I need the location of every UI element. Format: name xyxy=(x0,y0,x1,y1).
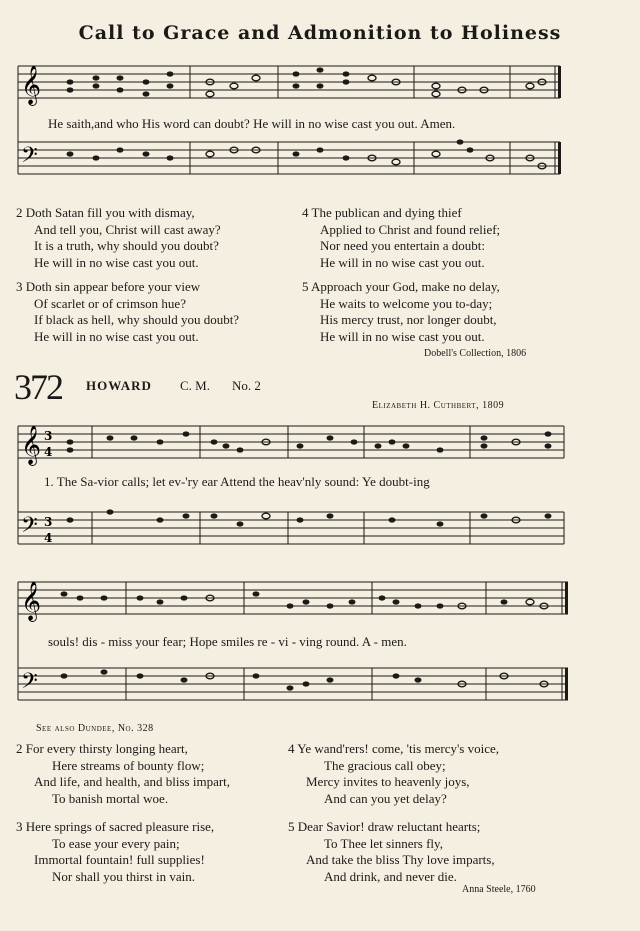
verse-line: To Thee let sinners fly, xyxy=(324,835,443,851)
verse-line: Here springs of sacred pleasure rise, xyxy=(25,819,215,834)
svg-text:3: 3 xyxy=(44,515,53,529)
verse-line: If black as hell, why should you doubt? xyxy=(34,312,240,327)
verse-number: 3 xyxy=(16,819,23,834)
svg-text:𝄢: 𝄢 xyxy=(21,669,38,699)
verse-line: He waits to welcome you to-day; xyxy=(320,295,493,311)
verse-line: Nor shall you thirst in vain. xyxy=(52,868,195,884)
verse-block-2 xyxy=(16,205,221,271)
verse-line: Approach your God, make no delay, xyxy=(311,279,500,294)
verse-line: His mercy trust, nor longer doubt, xyxy=(320,312,497,327)
hymn-lyric-line: 1. The Sa-vior calls; let ev-'ry ear Attend the heav'nly sound: Ye doubt-ing xyxy=(44,474,430,489)
verse-line: It is a truth, why should you doubt? xyxy=(34,238,219,253)
verse-line: He will in no wise cast you out. xyxy=(34,328,199,344)
verse-line: The gracious call obey; xyxy=(324,757,446,773)
verse-line: To ease your every pain; xyxy=(52,835,180,851)
verse-line: For every thirsty longing heart, xyxy=(25,741,188,756)
verse-number: 3 xyxy=(16,279,23,294)
svg-text:𝄞: 𝄞 xyxy=(21,425,42,465)
verse-number: 4 xyxy=(288,741,295,756)
verse-number: 5 xyxy=(302,279,309,294)
verse-line: Nor need you entertain a doubt: xyxy=(320,238,485,253)
svg-text:4: 4 xyxy=(44,445,53,459)
author-credit: Anna Steele, 1760 xyxy=(462,884,536,895)
verse-line: To banish mortal woe. xyxy=(52,790,169,806)
music-staff-system xyxy=(0,416,640,566)
svg-text:𝄞: 𝄞 xyxy=(21,581,42,621)
verse-line: He will in no wise cast you out. xyxy=(320,254,485,270)
verse-block-3 xyxy=(16,279,239,345)
verse-block-4 xyxy=(302,205,500,271)
verse-line: Doth sin appear before your view xyxy=(25,279,201,294)
svg-text:𝄞: 𝄞 xyxy=(21,65,42,105)
hymn-lyric-line: He saith,and who His word can doubt? He will in no wise cast you out. Amen. xyxy=(48,116,456,131)
verse-number: 5 xyxy=(288,819,295,834)
verse-line: Applied to Christ and found relief; xyxy=(320,221,501,237)
source-credit: Dobell's Collection, 1806 xyxy=(424,348,527,359)
verse-line: Doth Satan fill you with dismay, xyxy=(25,205,195,220)
verse-line: And take the bliss Thy love imparts, xyxy=(306,852,495,867)
verse-number: 2 xyxy=(16,741,23,756)
verse-line: Ye wand'rers! come, 'tis mercy's voice, xyxy=(297,741,500,756)
svg-text:3: 3 xyxy=(44,429,53,443)
verse-line: Mercy invites to heavenly joys, xyxy=(306,774,470,789)
hymn-number: 372 xyxy=(14,367,62,407)
verse-line: Dear Savior! draw reluctant hearts; xyxy=(297,819,481,834)
verse-block-5 xyxy=(288,819,495,885)
verse-line: He will in no wise cast you out. xyxy=(320,328,485,344)
tune-number: No. 2 xyxy=(232,378,261,393)
hymn-title: Call to Grace and Admonition to Holiness xyxy=(78,22,562,44)
tune-name: HOWARD xyxy=(86,378,152,393)
verse-number: 4 xyxy=(302,205,309,220)
hymn-lyric-line: souls! dis - miss your fear; Hope smiles re - vi - ving round. A - men. xyxy=(48,634,407,649)
verse-line: He will in no wise cast you out. xyxy=(34,254,199,270)
see-also-note: See also Dundee, No. 328 xyxy=(36,723,154,734)
verse-line: Here streams of bounty flow; xyxy=(52,757,205,773)
verse-line: And can you yet delay? xyxy=(324,790,447,806)
verse-number: 2 xyxy=(16,205,23,220)
verse-line: And tell you, Christ will cast away? xyxy=(34,221,221,237)
tune-meter: C. M. xyxy=(180,378,210,393)
svg-text:𝄢: 𝄢 xyxy=(21,513,38,543)
svg-text:𝄢: 𝄢 xyxy=(21,143,38,173)
verse-line: And drink, and never die. xyxy=(324,868,457,884)
verse-block-5 xyxy=(302,279,500,345)
verse-block-4 xyxy=(288,741,499,807)
verse-line: The publican and dying thief xyxy=(311,205,462,220)
verse-block-3 xyxy=(16,819,214,885)
svg-text:4: 4 xyxy=(44,531,53,545)
verse-line: Immortal fountain! full supplies! xyxy=(34,852,205,867)
verse-line: And life, and health, and bliss impart, xyxy=(34,774,231,789)
verse-block-2 xyxy=(16,741,230,807)
verse-line: Of scarlet or of crimson hue? xyxy=(34,295,186,311)
composer-credit: Elizabeth H. Cuthbert, 1809 xyxy=(372,400,505,411)
